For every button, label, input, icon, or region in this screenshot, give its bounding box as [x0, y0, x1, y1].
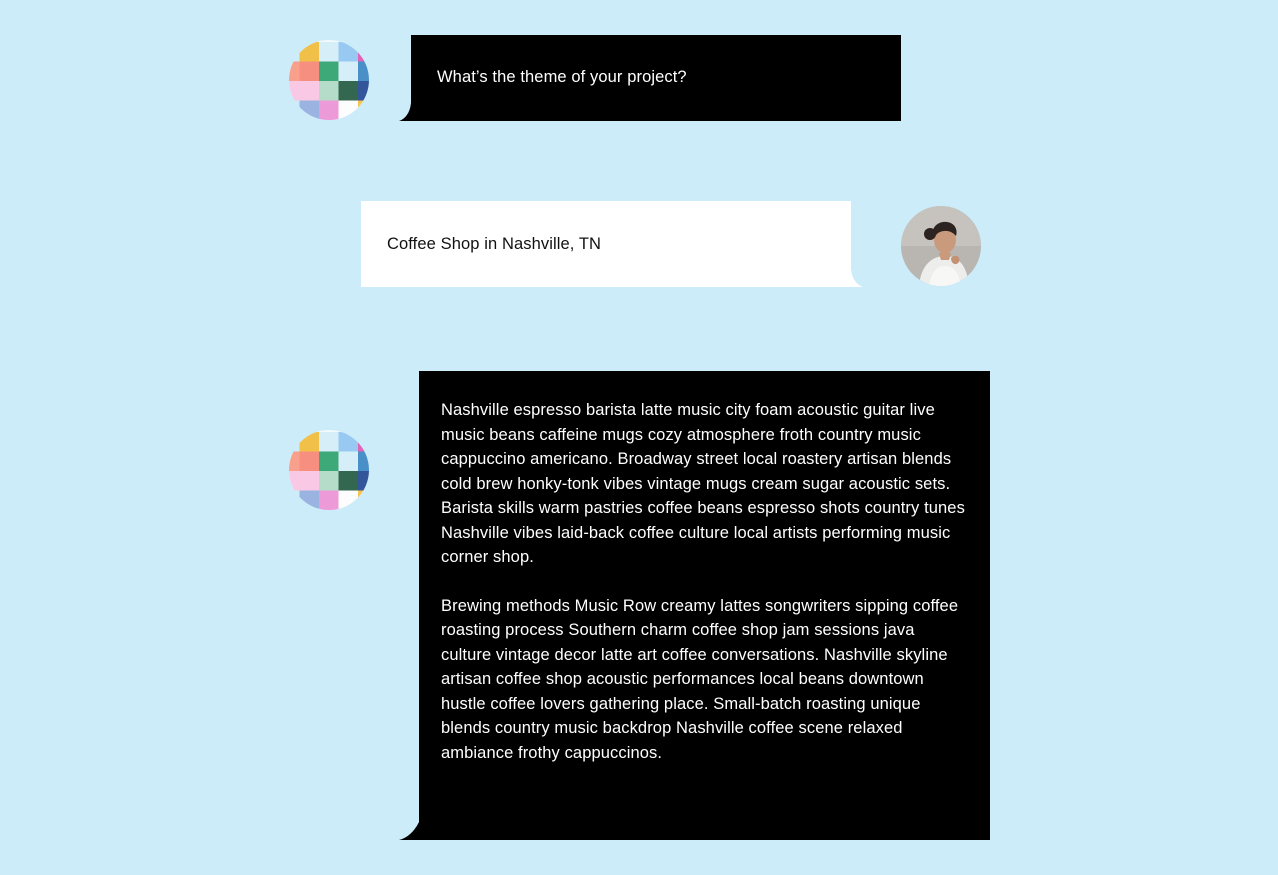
- bot-avatar: [289, 40, 369, 120]
- mosaic-tile: [319, 432, 339, 452]
- mosaic-tile: [319, 452, 339, 472]
- mosaic-tile: [300, 452, 320, 472]
- bot-message-bubble: [419, 371, 990, 840]
- bot-message-paragraph: Nashville espresso barista latte music city foam acoustic guitar live music beans caffeine mugs cozy atmosphere froth country music cappuccino americano. Broadway street local roastery artisan blends cold brew honky-tonk vibes vintage mugs cream sugar acoustic sets. Barista skills warm pastries coffee beans espresso shots country tunes Nashville vibes laid-back coffee culture local artists performing music corner shop.: [441, 401, 965, 566]
- bubble-tail: [848, 269, 864, 287]
- mosaic-tile: [339, 452, 359, 472]
- bubble-tail: [398, 103, 414, 121]
- mosaic-tile: [358, 101, 369, 121]
- mosaic-tile: [339, 42, 359, 62]
- mosaic-tile: [289, 432, 300, 452]
- mosaic-tile: [289, 452, 300, 472]
- user-message-bubble: [361, 201, 851, 287]
- mosaic-tile: [319, 42, 339, 62]
- mosaic-tile: [289, 491, 300, 511]
- mosaic-tile: [319, 81, 339, 101]
- mosaic-tile: [289, 42, 300, 62]
- mosaic-tile: [300, 101, 320, 121]
- mosaic-tile: [358, 432, 369, 452]
- bot-avatar: [289, 430, 369, 510]
- mosaic-tile: [358, 62, 369, 82]
- user-avatar: [901, 206, 981, 286]
- mosaic-tile: [289, 471, 300, 491]
- mosaic-tile: [358, 471, 369, 491]
- bot-message-bubble: [411, 35, 901, 121]
- mosaic-tile: [358, 42, 369, 62]
- mosaic-tile: [339, 471, 359, 491]
- mosaic-tile: [319, 471, 339, 491]
- mosaic-tile: [358, 452, 369, 472]
- mosaic-tile: [339, 491, 359, 511]
- user-portrait-icon: [901, 206, 981, 286]
- mosaic-tile: [300, 62, 320, 82]
- mosaic-tile: [319, 491, 339, 511]
- mosaic-tile: [339, 432, 359, 452]
- mosaic-tile: [339, 81, 359, 101]
- mosaic-tile: [319, 62, 339, 82]
- bot-message-text: What’s the theme of your project?: [437, 68, 687, 86]
- mosaic-tile: [339, 101, 359, 121]
- mosaic-tile: [300, 471, 320, 491]
- mosaic-tile: [358, 81, 369, 101]
- mosaic-tile: [339, 62, 359, 82]
- mosaic-tile: [358, 491, 369, 511]
- mosaic-tile: [289, 81, 300, 101]
- mosaic-tile: [300, 81, 320, 101]
- mosaic-tile: [300, 432, 320, 452]
- bot-message-paragraph: Brewing methods Music Row creamy lattes songwriters sipping coffee roasting process Southern charm coffee shop jam sessions java culture vintage decor latte art coffee conversations. Nashville skyline artisan coffee shop acoustic performances local beans downtown hustle coffee lovers gathering place. Small-batch roasting unique blends country music backdrop Nashville coffee scene relaxed ambiance frothy cappuccinos.: [441, 596, 959, 762]
- bubble-tail: [398, 822, 422, 840]
- mosaic-tile: [300, 42, 320, 62]
- mosaic-logo-icon: [289, 430, 369, 510]
- mosaic-tile: [289, 101, 300, 121]
- mosaic-logo-icon: [289, 40, 369, 120]
- user-message-text: Coffee Shop in Nashville, TN: [387, 235, 602, 253]
- mosaic-tile: [289, 62, 300, 82]
- mosaic-tile: [319, 101, 339, 121]
- mosaic-tile: [300, 491, 320, 511]
